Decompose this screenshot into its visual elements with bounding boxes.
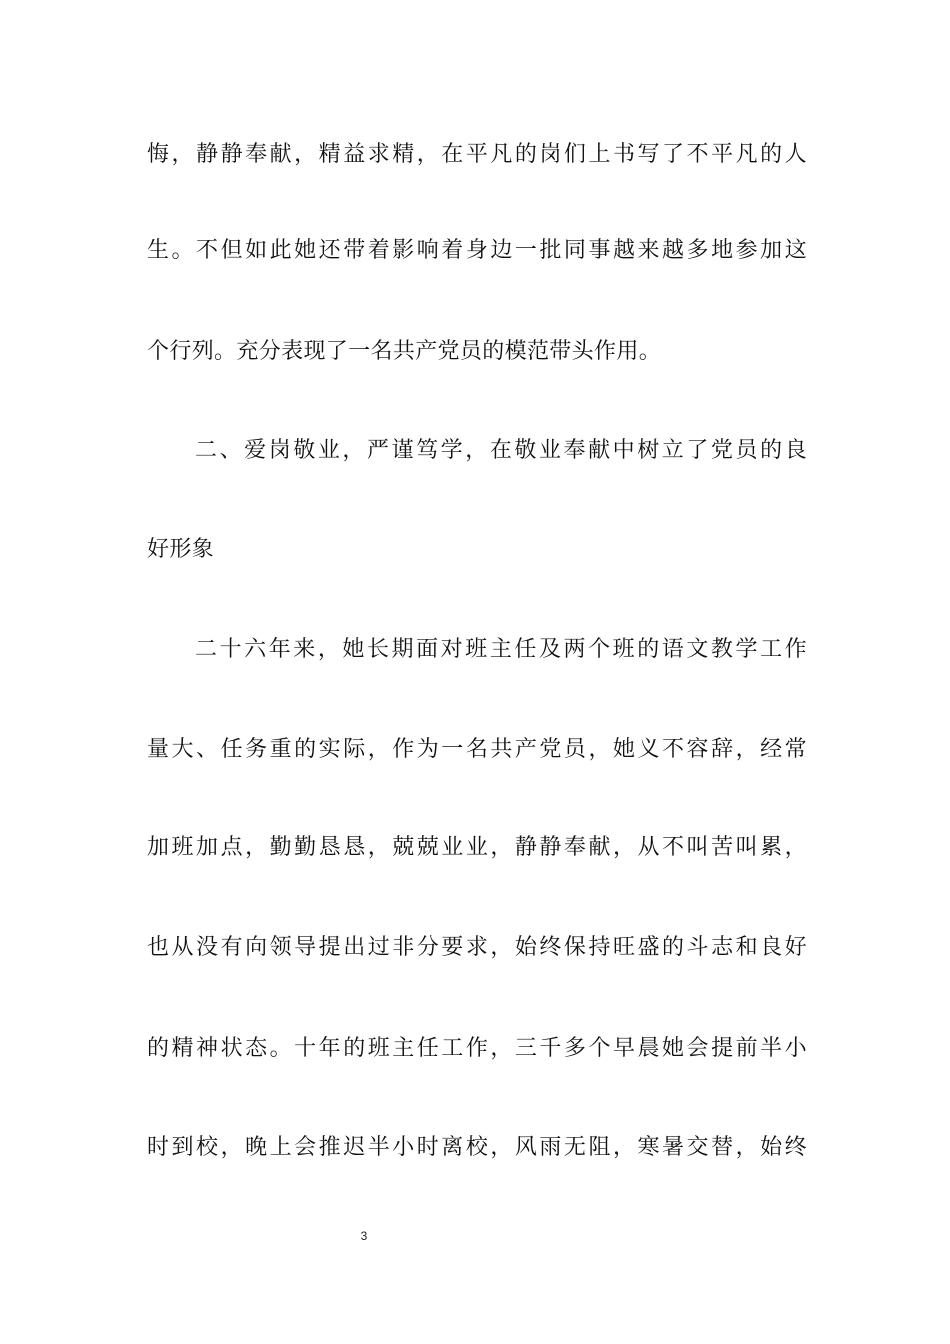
text-line-6: 二十六年来，她长期面对班主任及两个班的语文教学工作 <box>195 637 807 662</box>
text-line-7: 量大、任务重的实际，作为一名共产党员，她义不容辞，经常 <box>147 737 807 762</box>
text-line-8: 加班加点，勤勤恳恳，兢兢业业，静静奉献，从不叫苦叫累， <box>147 835 807 860</box>
text-line-3: 个行列。充分表现了一名共产党员的模范带头作用。 <box>147 339 662 364</box>
text-line-10: 的精神状态。十年的班主任工作，三千多个早晨她会提前半小 <box>147 1036 807 1061</box>
text-line-11: 时到校，晚上会推迟半小时离校，风雨无阻，寒暑交替，始终 <box>147 1135 807 1160</box>
section-heading-line-2: 好形象 <box>147 537 215 562</box>
section-heading-line-1: 二、爱岗敬业，严谨笃学，在敬业奉献中树立了党员的良 <box>195 438 807 463</box>
page-number: 3 <box>360 1229 368 1243</box>
text-line-9: 也从没有向领导提出过非分要求，始终保持旺盛的斗志和良好 <box>147 935 807 960</box>
text-line-1: 悔，静静奉献，精益求精，在平凡的岗们上书写了不平凡的人 <box>147 142 807 167</box>
text-line-2: 生。不但如此她还带着影响着身边一批同事越来越多地参加这 <box>147 238 807 263</box>
